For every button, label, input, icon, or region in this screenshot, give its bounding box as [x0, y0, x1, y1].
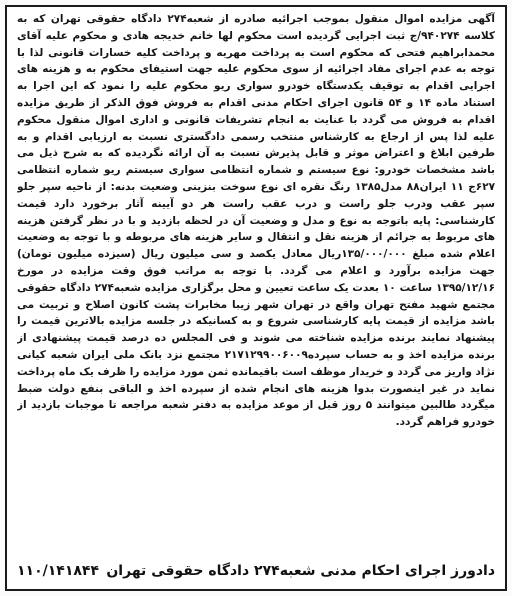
notice-footer	[17, 559, 495, 583]
notice-body: آگهی مزایده اموال منقول بموجب اجرائیه صادره از شعبه۲۷۴ دادگاه حقوقی تهران که به کلاسه ۹۴۰۲۷۴/ج ثبت اجرایی گردیده است محکوم لها خانم خدیجه هادی و محکوم علیه آقای محمدابراهیم فتحی که محکوم است به پرداخت مهریه و پرداخت کلیه خسارات قانونی لذا با توجه به عدم اجرای مفاد اجرائیه از سوی محکوم علیه جهت استیفای محکوم به و هزینه های اجرایی اقدام به توقیف یکدستگاه خودرو سواری ریو محکوم علیه را نمود که این اجرا به استناد ماده ۱۴ و ۵۴ قانون اجرای احکام مدنی اقدام به فروش فوق الذکر از طریق مزایده اقدام به فروش می گردد با عنایت به انجام تشریفات قانونی و اداری اموال منقول محکوم علیه لذا پس از ارجاع به کارشناس منتخب رسمی دادگستری نسبت به ارزیابی اقدام و به طرفین ابلاغ و اعتراض موثر و قابل پذیرش نسبت به آن ارائه نگردیده که به شرح ذیل می باشد مشخصات خودرو: نوع سیستم و شماره انتظامی سواری سیستم ریو شماره انتظامی ۶۲۷ج ۱۱ ایران۸۸ مدل۱۳۸۵ رنگ نقره ای نوع سوخت بنزینی وضعیت بدنه: از ناحیه سپر جلو سپر عقب ودرب جلو راست و درب عقب راست هر دو آیینه آثار برخورد دارد قیمت کارشناسی: پایه باتوجه به نوع و مدل و وضعیت آن در لحظه بازدید و با در نظر گرفتن هزینه های مربوط به جرائم از هزینه نقل و انتقال و سایر هزینه های مربوطه و با توجه به وضعیت اعلام شده مبلغ ۱۳۵/۰۰۰/۰۰۰ریال معادل یکصد و سی میلیون ریال (سیزده میلیون تومان) جهت مزایده برآورد و اعلام می گردد. با توجه به مراتب فوق وقت مزایده در مورخ ۱۳۹۵/۱۲/۱۶ ساعت ۱۰ بعدت یک ساعت تعیین و محل برگزاری مزایده شعبه۲۷۴ دادگاه حقوقی مجتمع شهید مفتح تهران واقع در تهران شهر زیبا مخابرات پشت کانون اصلاح و تربیت می باشد مزایده از قیمت پایه کارشناسی شروع و به کسانیکه در جلسه مزایده بالاترین قیمت را پیشنهاد نمایند برنده مزایده شناخته می شوند و فی المجلس ده درصد قیمت پیشنهادی از برنده مزایده اخذ و به حساب سپرده۲۱۷۱۲۹۹۰۰۶۰۰۹ مجتمع نزد بانک ملی ایران شعبه کیانی نژاد واریز می گردد و خریدار موظف است باقیمانده ثمن مورد مزایده را ظرف یک ماه پرداخت نماید در غیر اینصورت بدوا هزینه های انجام شده از سپرده اخذ و الباقی بنفع دولت ضبط میگردد طالبین میتوانند ۵ روز قبل از موعد مزایده به دفتر شعبه مراجعه تا موجبات بازدید از خودرو فراهم گردد.	[17, 13, 495, 429]
notice-frame	[5, 5, 507, 591]
issuer-signature: دادورز اجرای احکام مدنی شعبه۲۷۴ دادگاه حقوقی تهران	[106, 563, 495, 579]
reference-number: ۱۱۰/۱۴۱۸۴۴	[17, 563, 100, 579]
